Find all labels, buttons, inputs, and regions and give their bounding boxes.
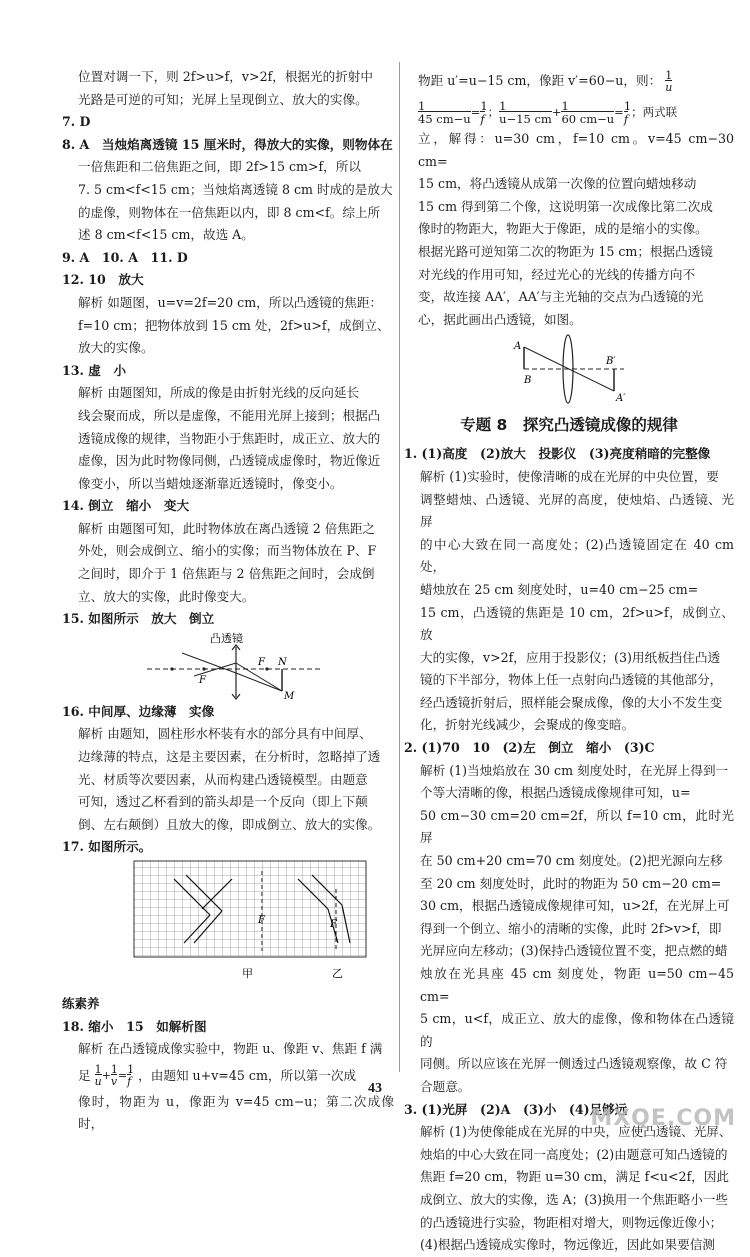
- focal-label: F: [258, 915, 265, 926]
- text-line: 烛放在光具座 45 cm 刻度处，物距 u=50 cm−45 cm=: [420, 966, 734, 1004]
- text-line: 的中心大致在同一高度处；(2)凸透镜固定在 40 cm 处，: [420, 536, 734, 575]
- numerator: 1: [94, 1063, 102, 1077]
- analysis-text: 解析 由题图知，所成的像是由折射光线的反向延长: [78, 385, 360, 401]
- text-line: f=10 cm；把物体放到 15 cm 处，2f>u>f，成倒立、: [78, 317, 390, 333]
- denominator: u−15 cm: [499, 112, 552, 126]
- text-line: 之间时，即介于 1 倍焦距与 2 倍焦距之间时，会成倒: [78, 566, 375, 582]
- answer-15: 15. 如图所示 放大 倒立: [62, 611, 215, 627]
- text-line: 烛焰的中心大致在同一高度处；(2)由题意可知凸透镜的: [420, 1146, 728, 1162]
- column-divider: [399, 62, 400, 1072]
- answer-8-line: 8. A 当烛焰离透镜 15 厘米时，得放大的实像，则物体在: [62, 136, 393, 152]
- text-line: 得到一个倒立、缩小的清晰的实像，此时 2f>v>f，即: [420, 920, 722, 936]
- text-line: 放大的实像。: [78, 340, 154, 356]
- text-line: 镜的下半部分，物体上任一点射向凸透镜的其他部分，: [420, 672, 723, 688]
- denominator: u: [665, 80, 673, 94]
- answer-s1: 1. (1)高度 (2)放大 投影仪 (3)亮度稍暗的完整像: [404, 446, 711, 462]
- answer-7: 7. D: [62, 114, 91, 130]
- lens-diagram-18: [404, 331, 734, 407]
- numerator: 1: [127, 1063, 135, 1077]
- text-line: 经凸透镜折射后，照样能会聚成像，像的大小不发生变: [420, 694, 723, 710]
- right-column: [404, 66, 734, 1257]
- text-line: 像时的物距大，物距大于像距，成的是缩小的实像。: [418, 221, 708, 237]
- text-line: 述 8 cm<f<15 cm，故选 A。: [78, 227, 254, 243]
- text-line: 7. 5 cm<f<15 cm；当烛焰离透镜 8 cm 时成的是放大: [78, 181, 393, 197]
- text-fragment: 足: [78, 1067, 91, 1083]
- text-line: 心，据此画出凸透镜，如图。: [418, 311, 582, 327]
- text-line: 根据光路可逆知第二次的物距为 15 cm；根据凸透镜: [418, 243, 713, 259]
- text-line: 光、材质等次要因素，从而构建凸透镜模型。由题意: [78, 771, 368, 787]
- text-line: 大的实像，v>2f，应用于投影仪；(3)用纸板挡住凸透: [420, 649, 721, 665]
- text-line: 15 cm，将凸透镜从成第一次像的位置向蜡烛移动: [418, 176, 697, 192]
- answer-12: 12. 10 放大: [62, 272, 144, 288]
- text-line: 可知，透过乙杯看到的箭头却是一个反向（即上下颠: [78, 794, 368, 810]
- text-line: 至 20 cm 刻度处时，此时的物距为 50 cm−20 cm=: [420, 875, 722, 891]
- answer-18: 18. 缩小 15 如解析图: [62, 1018, 207, 1034]
- equation-line: $\frac{1}{45 cm-u}=\frac{1}{f}$；$\frac{1}{u-15 cm}+\frac{1}{60 cm-u}=\frac{1}{f}$；两式联: [418, 99, 678, 126]
- text-line: 倒、左右颠倒）且放大的像，即成倒立、放大的实像。: [78, 816, 381, 832]
- fraction: [665, 70, 672, 94]
- text-line: 30 cm，根据凸透镜成像规律可知，u>2f，在光屏上可: [420, 898, 730, 914]
- text-line: 光屏应向左移动；(3)保持凸透镜位置不变，把点燃的蜡: [420, 943, 728, 959]
- text-line: 合题意。: [420, 1078, 471, 1094]
- numerator: 1: [110, 1063, 118, 1077]
- left-column: [62, 66, 394, 1136]
- numerator: 1: [499, 99, 507, 113]
- text-line: 在 50 cm+20 cm=70 cm 刻度处。(2)把光源向左移: [420, 853, 723, 869]
- text-line: 15 cm，凸透镜的焦距是 10 cm，2f>u>f，成倒立、放: [420, 604, 734, 643]
- answer-s3: 3. (1)光屏 (2)A (3)小 (4)足够远: [404, 1101, 628, 1117]
- grid-paper: [134, 861, 366, 957]
- text-fragment: 两式联: [642, 105, 678, 119]
- numerator: 1: [665, 68, 673, 82]
- text-line: (4)根据凸透镜成实像时，物远像近，因此如果要信测: [420, 1237, 715, 1253]
- text-line: 同侧。所以应该在光屏一侧透过凸透镜观察像，故 C 符: [420, 1056, 728, 1072]
- text-line: 调整蜡烛、凸透镜、光屏的高度，使烛焰、凸透镜、光屏: [420, 491, 734, 530]
- text-fragment: ，由题知 u+v=45 cm，所以第一次成: [138, 1067, 357, 1083]
- fraction: [624, 100, 631, 126]
- section-practice: 练素养: [62, 996, 100, 1011]
- fraction: [480, 100, 487, 126]
- point: [170, 667, 173, 670]
- point-label-a-prime: A′: [616, 393, 626, 405]
- answer-16: 16. 中间厚、边缘薄 实像: [62, 703, 215, 719]
- lens-ray-diagram: [404, 331, 734, 407]
- analysis-text: 解析 如题图，u=v=2f=20 cm，所以凸透镜的焦距：: [78, 294, 383, 310]
- point-label-n: N: [278, 656, 287, 668]
- point-label-a: A: [514, 341, 522, 353]
- text-line: 50 cm−30 cm=20 cm=2f，所以 f=10 cm，此时光屏: [420, 807, 734, 846]
- focal-label: F: [258, 656, 265, 668]
- focal-label: F: [199, 674, 206, 686]
- answer-14: 14. 倒立 缩小 变大: [62, 498, 190, 514]
- focal-point: [265, 667, 268, 670]
- lens-ray-diagram: [62, 631, 394, 701]
- page-number: 43: [368, 1081, 382, 1096]
- answer-9-11: 9. A 10. A 11. D: [62, 249, 188, 265]
- text-line: 的虚像，则物体在一倍焦距以内，即 8 cm<f。综上所: [78, 204, 381, 220]
- analysis-text: 解析 由题知，圆柱形水杯装有水的部分具有中间厚、: [78, 726, 372, 742]
- text-line: 一倍焦距和二倍焦距之间，即 2f>15 cm>f，所以: [78, 159, 361, 175]
- point-label-b-prime: B′: [606, 356, 616, 368]
- text-line: 像变小，所以当蜡烛逐渐靠近透镜时，像变小。: [78, 475, 343, 491]
- denominator: 60 cm−u: [561, 112, 615, 126]
- focal-point: [202, 667, 205, 670]
- light-ray: [182, 653, 236, 673]
- point-label-m: M: [284, 690, 295, 701]
- text-line: 立、放大的实像，此时像变大。: [78, 588, 255, 604]
- denominator: f: [623, 112, 629, 126]
- text-line: 成倒立、放大的实像，选 A；(3)换用一个焦距略小一些: [420, 1191, 728, 1207]
- grid-ray-diagram: [62, 859, 394, 983]
- figure-label-jia: 甲: [242, 967, 253, 980]
- analysis-text: 解析 (1)为使像能成在光屏的中央，应使凸透镜、光屏、: [420, 1124, 732, 1140]
- analysis-text: 解析 由题图可知，此时物体放在离凸透镜 2 倍焦距之: [78, 520, 376, 536]
- figure-label-yi: 乙: [332, 967, 343, 980]
- text-line: 光路是可逆的可知；光屏上呈现倒立、放大的实像。: [78, 91, 368, 107]
- text-line: 15 cm 得到第二个像，这说明第一次成像比第二次成: [418, 198, 713, 214]
- denominator: v: [110, 1075, 118, 1089]
- numerator: 1: [418, 99, 426, 113]
- fraction: [418, 100, 471, 126]
- text-line: 立，解得：u=30 cm，f=10 cm。v=45 cm−30 cm=: [418, 131, 734, 169]
- answer-17: 17. 如图所示。: [62, 839, 152, 855]
- lens-formula: $\frac{1}{u}+\frac{1}{v}=\frac{1}{f}$: [94, 1063, 135, 1089]
- text-line: 透镜成像的规律，当物距小于焦距时，成正立、放大的: [78, 430, 381, 446]
- point-label-b: B: [524, 375, 532, 387]
- text-line-with-formula: [404, 66, 734, 96]
- text-line: 像时，物距为 u，像距为 v=45 cm−u；第二次成像时，: [78, 1093, 394, 1132]
- text-fragment: 物距 u′=u−15 cm，像距 v′=60−u，则：: [418, 73, 662, 88]
- text-line: 虚像，因为此时物像同侧，凸透镜成虚像时，物近像近: [78, 453, 381, 469]
- text-line: 线会聚而成，所以是虚像，不能用光屏上接到；根据凸: [78, 407, 381, 423]
- denominator: u: [94, 1075, 102, 1089]
- numerator: 1: [561, 99, 569, 113]
- analysis-text: 解析 (1)实验时，使像清晰的成在光屏的中央位置，要: [420, 468, 719, 484]
- answer-s2: 2. (1)70 10 (2)左 倒立 缩小 (3)C: [404, 740, 655, 756]
- text-line: 化，折射光线减少，会聚成的像变暗。: [420, 717, 635, 733]
- text-line: 外处，则会成倒立、缩小的实像；而当物体放在 P、F: [78, 543, 377, 559]
- text-line: 对光线的作用可知，经过光心的光线的传播方向不: [418, 266, 696, 282]
- numerator: 1: [623, 99, 632, 113]
- text-line: 位置对调一下，则 2f>u>f，v>2f，根据光的折射中: [78, 69, 373, 84]
- text-line: 5 cm，u<f，成正立、放大的虚像，像和物体在凸透镜的: [420, 1011, 734, 1049]
- analysis-text: 解析 (1)当烛焰放在 30 cm 刻度处时，在光屏上得到一: [420, 762, 729, 778]
- light-ray: [236, 673, 282, 691]
- text-line: 变，故连接 AA′，AA′与主光轴的交点为凸透镜的光: [418, 289, 704, 305]
- focal-label: F: [330, 919, 337, 930]
- grid-diagram-17: [62, 859, 394, 983]
- denominator: 45 cm−u: [418, 112, 471, 126]
- text-line: 边缘薄的特点，这是主要因素，在分析时，忽略掉了透: [78, 749, 381, 765]
- fraction: [499, 100, 552, 126]
- watermark: MXQE.COM: [590, 1106, 736, 1131]
- text-line: 个等大清晰的像，根据凸透镜成像规律可知，u=: [420, 785, 691, 801]
- text-line: 的凸透镜进行实验，物距相对增大，则物远像近像小；: [420, 1214, 723, 1230]
- analysis-text: 解析 在凸透镜成像实验中，物距 u、像距 v、焦距 f 满: [78, 1041, 383, 1057]
- text-line: 焦距 f=20 cm，物距 u=30 cm，满足 f<u<2f，因此: [420, 1169, 730, 1185]
- denominator: f: [127, 1075, 132, 1089]
- answer-13: 13. 虚 小: [62, 362, 127, 378]
- text-line: 蜡烛放在 25 cm 刻度处时，u=40 cm−25 cm=: [420, 581, 699, 597]
- section-title: 专题 8 探究凸透镜成像的规律: [460, 416, 678, 435]
- fraction: [561, 100, 614, 126]
- lens-label: 凸透镜: [210, 631, 243, 645]
- numerator: 1: [480, 99, 488, 113]
- answer-8: [62, 134, 394, 157]
- denominator: f: [480, 112, 485, 126]
- lens-diagram-15: [62, 631, 394, 701]
